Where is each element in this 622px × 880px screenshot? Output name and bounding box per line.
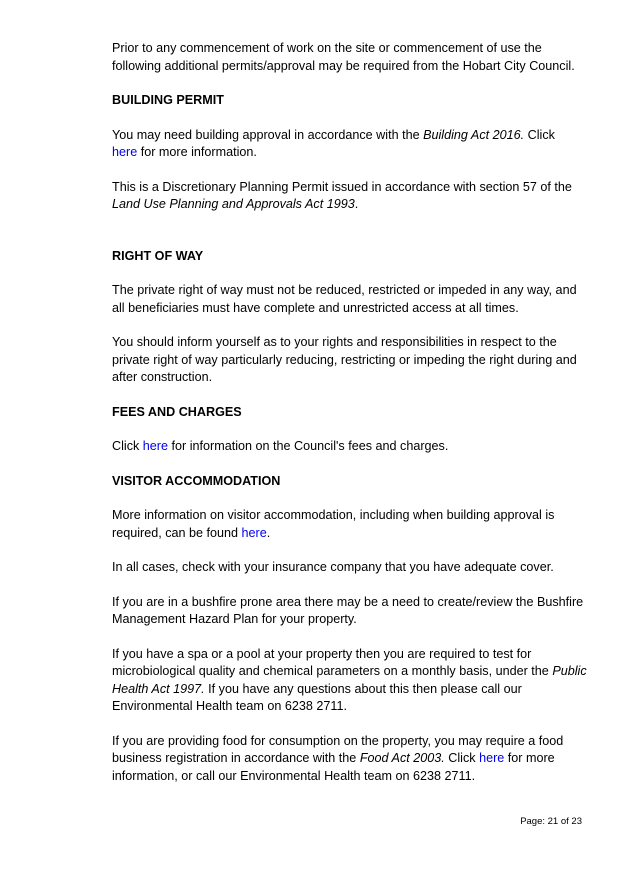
food-act-citation: Food Act 2003. bbox=[359, 751, 445, 765]
fees-info-link[interactable]: here bbox=[142, 439, 169, 453]
page-content bbox=[112, 40, 590, 785]
food-business-paragraph: If you are providing food for consumption on the property, you may require a food business registration in accordance with the Food Act 2003. Click here for more information, or call our Environmental Health team on 6238 2711. bbox=[112, 733, 564, 783]
food-info-link[interactable]: here bbox=[479, 751, 505, 765]
fees-charges-heading: FEES AND CHARGES bbox=[112, 404, 242, 419]
building-info-link[interactable]: here bbox=[112, 145, 138, 159]
fees-paragraph: Click here for information on the Council's fees and charges. bbox=[112, 439, 449, 453]
insurance-paragraph: In all cases, check with your insurance company that you have adequate cover. bbox=[112, 560, 554, 574]
visitor-info-link[interactable]: here bbox=[241, 525, 267, 540]
discretionary-permit-paragraph: This is a Discretionary Planning Permit issued in accordance with section 57 of the Land Use Planning and Approvals Act 1993. bbox=[112, 179, 572, 211]
building-act-citation: Building Act 2016. bbox=[423, 127, 525, 142]
right-of-way-paragraph-1: The private right of way must not be reduced, restricted or impeded in any way, and all beneficiaries must have complete and unrestricted access at all times. bbox=[112, 283, 577, 315]
intro-paragraph: Prior to any commencement of work on the site or commencement of use the following additional permits/approval may be required from the Hobart City Council. bbox=[112, 41, 575, 73]
bushfire-paragraph: If you are in a bushfire prone area there may be a need to create/review the Bushfire Management Hazard Plan for your property. bbox=[112, 594, 584, 626]
visitor-accommodation-heading: VISITOR ACCOMMODATION bbox=[112, 473, 281, 488]
right-of-way-paragraph-2: You should inform yourself as to your rights and responsibilities in respect to the private right of way particularly reducing, restricting or impeding the right during and after construction. bbox=[112, 335, 577, 384]
building-permit-heading: BUILDING PERMIT bbox=[112, 93, 224, 107]
building-approval-paragraph: You may need building approval in accordance with the Building Act 2016. Click here for more information. bbox=[112, 127, 555, 159]
spa-pool-paragraph: If you have a spa or a pool at your property then you are required to test for microbiological quality and chemical parameters on a monthly basis, under the Public Health Act 1997. If you have any questions about this then please call our Environmental Health team on 6238 2711. bbox=[112, 646, 587, 713]
land-use-act-citation: Land Use Planning and Approvals Act 1993 bbox=[112, 197, 355, 211]
public-health-act-citation: Public Health Act 1997. bbox=[112, 664, 587, 696]
right-of-way-heading: RIGHT OF WAY bbox=[112, 248, 204, 263]
visitor-info-paragraph: More information on visitor accommodation, including when building approval is required, can be found here. bbox=[112, 508, 555, 540]
page-number: Page: 21 of 23 bbox=[520, 816, 582, 827]
